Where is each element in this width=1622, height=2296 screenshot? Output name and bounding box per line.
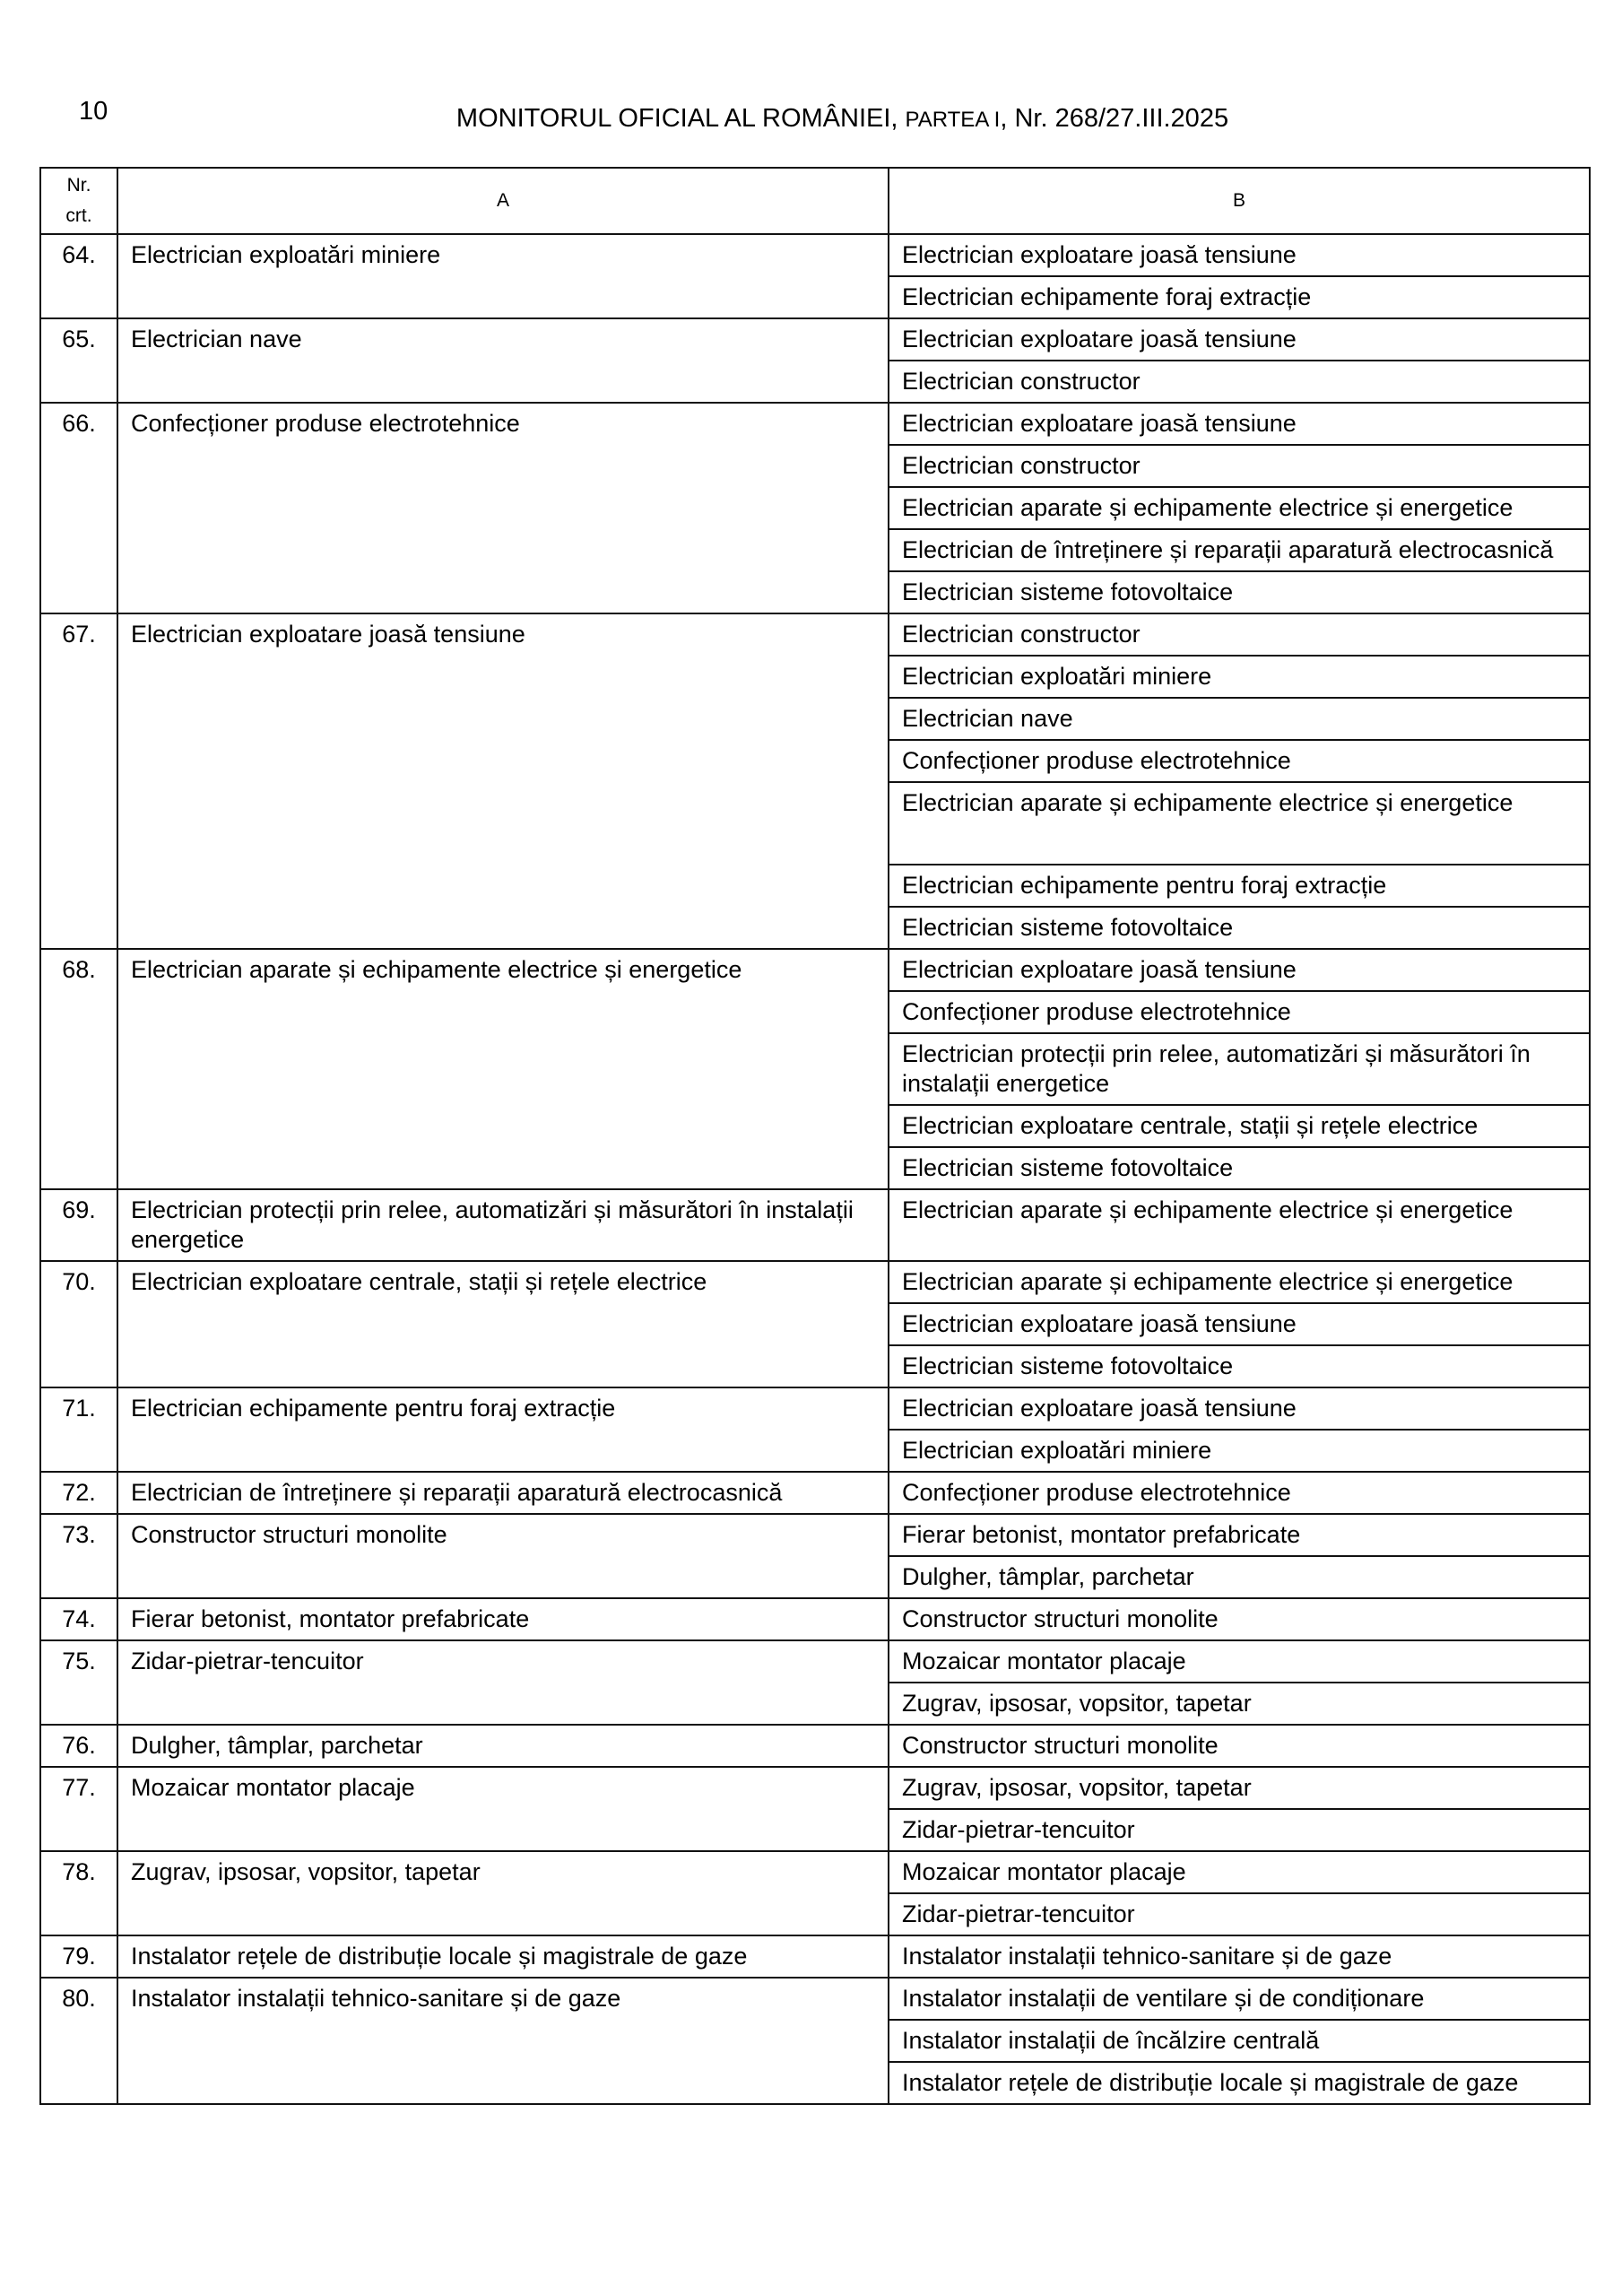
occupation-a: Dulgher, tâmplar, parchetar [117, 1725, 889, 1767]
occupation-a: Mozaicar montator placaje [117, 1767, 889, 1851]
header-nr: Nr. [66, 175, 91, 196]
occupation-b: Instalator instalații de ventilare și de condiționare [889, 1978, 1590, 2020]
row-number: 72. [40, 1472, 117, 1514]
occupation-b: Fierar betonist, montator prefabricate [889, 1514, 1590, 1556]
table-body [40, 234, 1590, 2104]
occupation-b: Zugrav, ipsosar, vopsitor, tapetar [889, 1683, 1590, 1725]
row-number: 75. [40, 1640, 117, 1725]
occupation-b: Instalator rețele de distribuție locale și magistrale de gaze [889, 2062, 1590, 2104]
occupation-b: Electrician protecții prin relee, automatizări și măsurători în instalații energetice [889, 1033, 1590, 1105]
occupation-a: Instalator rețele de distribuție locale și magistrale de gaze [117, 1935, 889, 1978]
occupation-b: Instalator instalații tehnico-sanitare și de gaze [889, 1935, 1590, 1978]
table-row [40, 1851, 1590, 1893]
occupation-b: Zidar-pietrar-tencuitor [889, 1893, 1590, 1935]
row-number: 76. [40, 1725, 117, 1767]
occupation-b: Confecționer produse electrotehnice [889, 991, 1590, 1033]
table-row [40, 1978, 1590, 2020]
occupation-b: Electrician constructor [889, 361, 1590, 403]
occupation-b: Electrician exploatare joasă tensiune [889, 949, 1590, 991]
occupation-b: Mozaicar montator placaje [889, 1851, 1590, 1893]
occupation-a: Electrician exploatare joasă tensiune [117, 613, 889, 949]
occupation-a: Electrician protecții prin relee, automatizări și măsurători în instalații energetice [117, 1189, 889, 1261]
occupation-b: Electrician exploatare joasă tensiune [889, 403, 1590, 445]
occupation-b: Electrician exploatare centrale, stații și rețele electrice [889, 1105, 1590, 1147]
occupation-a: Instalator instalații tehnico-sanitare și de gaze [117, 1978, 889, 2104]
occupation-b: Electrician sisteme fotovoltaice [889, 571, 1590, 613]
title-issue: , Nr. 268/27.III.2025 [1000, 104, 1229, 133]
table-row [40, 1387, 1590, 1430]
table-row [40, 1640, 1590, 1683]
occupation-a: Fierar betonist, montator prefabricate [117, 1598, 889, 1640]
row-number: 66. [40, 403, 117, 613]
occupation-a: Electrician exploatări miniere [117, 234, 889, 318]
header-col-b: B [889, 168, 1590, 234]
occupation-b: Electrician echipamente foraj extracție [889, 276, 1590, 318]
occupation-a: Electrician nave [117, 318, 889, 403]
occupation-b: Electrician exploatări miniere [889, 656, 1590, 698]
occupation-b: Electrician sisteme fotovoltaice [889, 907, 1590, 949]
row-number: 79. [40, 1935, 117, 1978]
occupation-a: Electrician echipamente pentru foraj extracție [117, 1387, 889, 1472]
occupation-b: Electrician aparate și echipamente electrice și energetice [889, 1261, 1590, 1303]
occupation-b: Confecționer produse electrotehnice [889, 1472, 1590, 1514]
page-header-title [0, 104, 1622, 134]
title-part: PARTEA I [905, 108, 1001, 132]
occupation-b: Electrician de întreținere și reparații aparatură electrocasnică [889, 529, 1590, 571]
row-number: 68. [40, 949, 117, 1189]
occupation-a: Zidar-pietrar-tencuitor [117, 1640, 889, 1725]
header-nr-crt [40, 168, 117, 234]
table-row [40, 1598, 1590, 1640]
occupation-a: Constructor structuri monolite [117, 1514, 889, 1598]
table-row [40, 234, 1590, 276]
table-row [40, 1514, 1590, 1556]
occupation-b: Zidar-pietrar-tencuitor [889, 1809, 1590, 1851]
occupation-b: Electrician sisteme fotovoltaice [889, 1345, 1590, 1387]
row-number: 73. [40, 1514, 117, 1598]
table-row [40, 1472, 1590, 1514]
row-number: 70. [40, 1261, 117, 1387]
page-number: 10 [79, 97, 108, 126]
table-row [40, 1767, 1590, 1809]
table-row [40, 1189, 1590, 1261]
occupation-b: Electrician constructor [889, 445, 1590, 487]
occupation-b: Electrician exploatare joasă tensiune [889, 318, 1590, 361]
occupation-b: Electrician aparate și echipamente electrice și energetice [889, 1189, 1590, 1261]
occupation-a: Electrician exploatare centrale, stații și rețele electrice [117, 1261, 889, 1387]
row-number: 64. [40, 234, 117, 318]
occupation-b: Electrician exploatare joasă tensiune [889, 234, 1590, 276]
table-row [40, 1935, 1590, 1978]
row-number: 65. [40, 318, 117, 403]
occupation-b: Electrician constructor [889, 613, 1590, 656]
title-main: MONITORUL OFICIAL AL ROMÂNIEI, [455, 104, 906, 133]
occupation-b: Electrician exploatări miniere [889, 1430, 1590, 1472]
row-number: 80. [40, 1978, 117, 2104]
table-row [40, 403, 1590, 445]
occupation-b: Mozaicar montator placaje [889, 1640, 1590, 1683]
occupation-b: Constructor structuri monolite [889, 1725, 1590, 1767]
row-number: 69. [40, 1189, 117, 1261]
row-number: 67. [40, 613, 117, 949]
occupation-b: Constructor structuri monolite [889, 1598, 1590, 1640]
occupation-a: Confecționer produse electrotehnice [117, 403, 889, 613]
occupation-b: Instalator instalații de încălzire centrală [889, 2020, 1590, 2062]
occupation-a: Electrician de întreținere și reparații aparatură electrocasnică [117, 1472, 889, 1514]
occupation-b: Electrician aparate și echipamente electrice și energetice [889, 782, 1590, 865]
row-number: 74. [40, 1598, 117, 1640]
table-row [40, 949, 1590, 991]
equivalence-table [39, 167, 1591, 2105]
occupation-b: Electrician aparate și echipamente electrice și energetice [889, 487, 1590, 529]
row-number: 77. [40, 1767, 117, 1851]
occupation-b: Electrician sisteme fotovoltaice [889, 1147, 1590, 1189]
header-crt: crt. [65, 205, 92, 226]
row-number: 71. [40, 1387, 117, 1472]
occupation-a: Electrician aparate și echipamente electrice și energetice [117, 949, 889, 1189]
occupation-b: Electrician nave [889, 698, 1590, 740]
occupation-b: Dulgher, tâmplar, parchetar [889, 1556, 1590, 1598]
occupation-b: Electrician echipamente pentru foraj extracție [889, 865, 1590, 907]
occupation-b: Confecționer produse electrotehnice [889, 740, 1590, 782]
table-row [40, 318, 1590, 361]
row-number: 78. [40, 1851, 117, 1935]
occupation-b: Electrician exploatare joasă tensiune [889, 1387, 1590, 1430]
header-col-a: A [117, 168, 889, 234]
occupation-b: Electrician exploatare joasă tensiune [889, 1303, 1590, 1345]
table-row [40, 613, 1590, 656]
occupation-a: Zugrav, ipsosar, vopsitor, tapetar [117, 1851, 889, 1935]
occupation-b: Zugrav, ipsosar, vopsitor, tapetar [889, 1767, 1590, 1809]
table-row [40, 1261, 1590, 1303]
table-header-row [40, 168, 1590, 234]
table-row [40, 1725, 1590, 1767]
